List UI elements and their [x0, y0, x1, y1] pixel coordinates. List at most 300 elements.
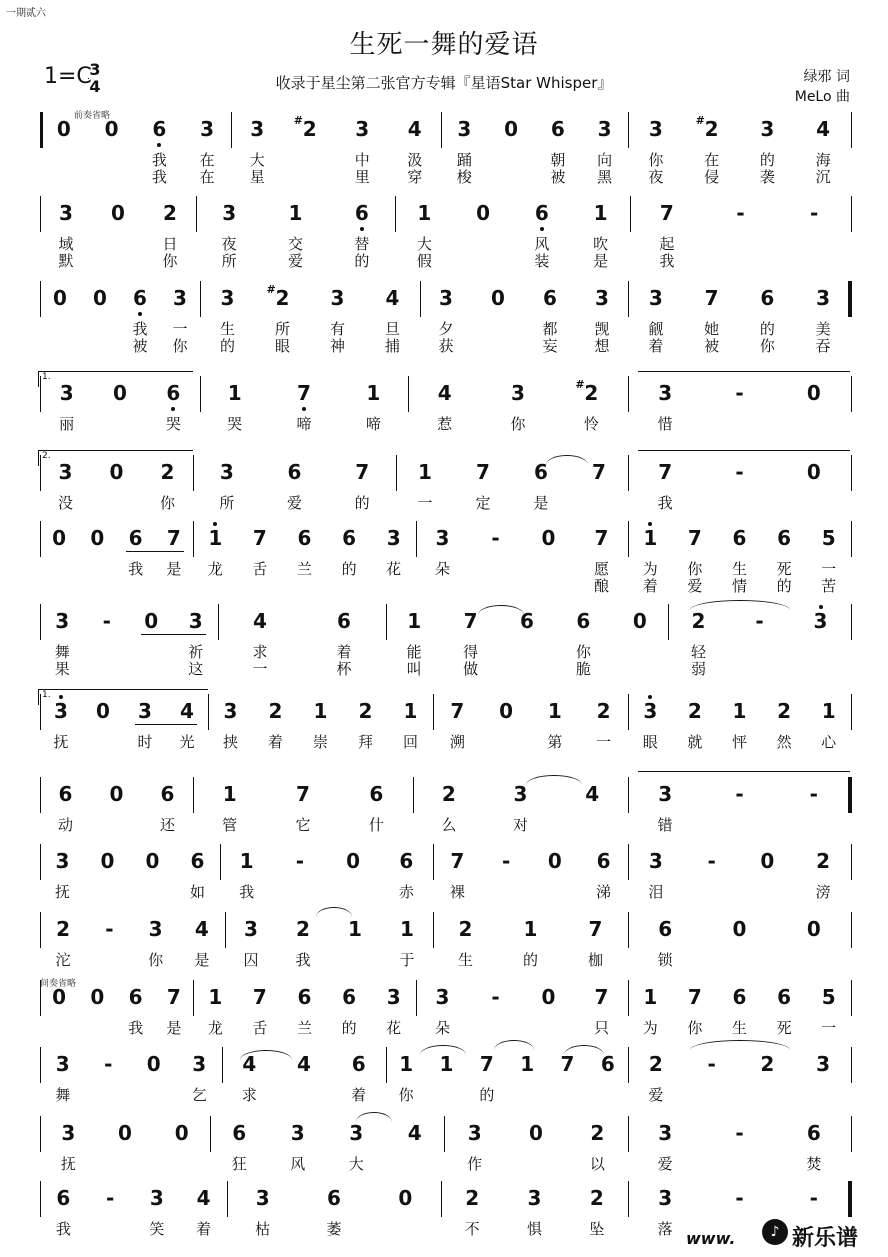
lyric-char: 第 [547, 733, 563, 751]
note-digit: 6 [777, 985, 792, 1009]
lyric-char: 舞 [55, 1086, 71, 1104]
dash-note: - [102, 609, 111, 633]
note-digit: 7 [594, 526, 609, 550]
lyric-char: 管 [222, 816, 238, 834]
lyric-char: 默 [58, 252, 74, 270]
tie-slur [356, 1112, 392, 1122]
note-digit: 3 [595, 286, 609, 310]
note-digit: 2 [704, 117, 719, 141]
lyric-char: 获 [438, 337, 454, 355]
note-digit: 3 [330, 286, 345, 310]
note-digit: 6 [232, 1121, 247, 1145]
lyric-char: 你 [148, 951, 164, 969]
barline [227, 1181, 228, 1217]
watermark-brand: 新乐谱 [792, 1226, 859, 1251]
lyric-char: 所 [274, 320, 290, 338]
sharp-sign: # [695, 114, 705, 127]
lyric-char: 落 [657, 1220, 673, 1238]
octave-low-dot [540, 227, 544, 231]
lyric-char: 你 [398, 1086, 414, 1104]
barline [408, 376, 409, 412]
lyric-char: 踊 [456, 151, 472, 169]
barline [851, 604, 852, 640]
rest-note: 0 [732, 917, 747, 941]
note-digit: 3 [219, 460, 234, 484]
lyric-char: 轻 [690, 643, 706, 661]
dash-note: - [105, 1186, 115, 1210]
note-digit: 3 [61, 1121, 76, 1145]
lyric-char: 么 [441, 816, 457, 834]
lyric-char: 龙 [207, 1019, 223, 1037]
barline [628, 694, 629, 730]
lyric-char: 锁 [657, 951, 673, 969]
dash-note: - [491, 526, 500, 550]
lyric-char: 朝 [550, 151, 566, 169]
note-digit: 6 [287, 460, 302, 484]
note-digit: 7 [252, 985, 267, 1009]
lyric-char: 是 [166, 560, 182, 578]
note-digit: 3 [54, 699, 68, 723]
note-digit: 7 [297, 381, 311, 405]
rest-note: 0 [541, 526, 556, 550]
lyric-char: 被 [704, 337, 720, 355]
lyric-char: 一 [172, 320, 188, 338]
lyric-char: 所 [219, 494, 235, 512]
lyric-char: 我 [55, 1220, 71, 1238]
lyric-char: 着 [267, 733, 283, 751]
tie-slur [526, 775, 582, 785]
note-digit: 4 [194, 917, 209, 941]
barline [193, 455, 194, 491]
lyric-char: 她 [704, 320, 720, 338]
rest-note: 0 [96, 699, 110, 723]
barline [420, 281, 421, 317]
lyric-char: 没 [57, 494, 73, 512]
lyric-char: 死 [776, 560, 792, 578]
note-digit: 6 [732, 526, 747, 550]
lyric-char: 求 [252, 643, 268, 661]
lyric-char: 你 [510, 415, 526, 433]
key-signature: 1=C [44, 64, 92, 89]
lyric-char: 我 [295, 951, 311, 969]
dash-note: - [707, 1052, 716, 1076]
lyric-char: 赤 [398, 883, 414, 901]
lyric-char: 朵 [434, 1019, 450, 1037]
lyric-char: 定 [475, 494, 491, 512]
rest-note: 0 [52, 526, 67, 550]
lyric-char: 日 [162, 235, 178, 253]
note-digit: 6 [520, 609, 534, 633]
lyric-char: 不 [464, 1220, 480, 1238]
barline [218, 604, 219, 640]
lyric-char: 是 [194, 951, 210, 969]
note-digit: 1 [547, 699, 562, 723]
barline [433, 694, 434, 730]
note-digit: 3 [816, 286, 831, 310]
lyric-char: 沉 [815, 168, 831, 186]
lyric-char: 祈 [188, 643, 204, 661]
rest-note: 0 [529, 1121, 543, 1145]
dash-note: - [105, 917, 114, 941]
lyric-char: 的 [341, 1019, 357, 1037]
lyric-char: 交 [287, 235, 303, 253]
barline [628, 844, 629, 880]
note-digit: 3 [816, 1052, 831, 1076]
barline [851, 1181, 852, 1217]
barline [386, 1047, 387, 1083]
note-digit: 3 [435, 526, 450, 550]
note-digit: 3 [59, 381, 74, 405]
lyric-char: 的 [776, 577, 792, 595]
rest-note: 0 [499, 699, 514, 723]
barline [851, 980, 852, 1016]
dash-note: - [735, 1121, 744, 1145]
lyric-char: 能 [406, 643, 422, 661]
lyric-char: 域 [58, 235, 74, 253]
octave-low-dot [157, 143, 161, 147]
note-digit: 6 [534, 460, 548, 484]
volta-1-end-line [638, 771, 850, 772]
barline [40, 844, 41, 880]
rest-note: 0 [632, 609, 647, 633]
volta-1-bracket: 1. [38, 371, 193, 387]
note-digit: 2 [648, 1052, 663, 1076]
lyric-char: 装 [534, 252, 550, 270]
note-digit: 3 [55, 849, 70, 873]
note-digit: 6 [399, 849, 414, 873]
note-digit: 7 [355, 460, 370, 484]
note-digit: 3 [59, 201, 73, 225]
rest-note: 0 [100, 849, 115, 873]
note-digit: 6 [576, 609, 591, 633]
barline [668, 604, 669, 640]
beam-underline [135, 724, 197, 725]
barline [193, 777, 194, 813]
barline [851, 281, 852, 317]
interlude-label: 间奏省略 [40, 979, 77, 989]
lyric-char: 旦 [384, 320, 400, 338]
note-digit: 3 [349, 1121, 364, 1145]
note-digit: 6 [596, 849, 611, 873]
lyric-char: 就 [687, 733, 703, 751]
note-digit: 2 [358, 699, 373, 723]
note-digit: 3 [290, 1121, 305, 1145]
lyric-char: 杯 [336, 660, 352, 678]
barline [395, 196, 396, 232]
note-digit: 1 [439, 1052, 454, 1076]
barline [628, 521, 629, 557]
rest-note: 0 [491, 286, 505, 310]
lyric-char: 我 [151, 168, 167, 186]
note-digit: 7 [252, 526, 267, 550]
lyric-char: 焚 [806, 1155, 822, 1173]
octave-high-dot [819, 605, 823, 609]
lyric-char: 黑 [597, 168, 613, 186]
note-digit: 6 [777, 526, 792, 550]
note-digit: 7 [658, 460, 673, 484]
lyric-char: 果 [54, 660, 70, 678]
lyric-char: 着 [642, 577, 658, 595]
lyric-char: 海 [815, 151, 831, 169]
note-digit: 4 [385, 286, 400, 310]
note-digit: 7 [588, 917, 603, 941]
barline [628, 777, 629, 813]
lyric-char: 脆 [575, 660, 591, 678]
note-digit: 3 [255, 1186, 270, 1210]
note-digit: 1 [821, 699, 836, 723]
barline [851, 912, 852, 948]
dash-note: - [104, 1052, 113, 1076]
barline [851, 112, 852, 148]
lyric-char: 梭 [456, 168, 472, 186]
note-digit: 6 [190, 849, 205, 873]
rest-note: 0 [547, 849, 562, 873]
barline [433, 844, 434, 880]
dash-note: - [735, 1186, 744, 1210]
lyric-char: 哭 [165, 415, 181, 433]
lyric-char: 于 [399, 951, 415, 969]
lyric-char: 狂 [231, 1155, 247, 1173]
lyric-char: 兰 [296, 1019, 312, 1037]
barline [628, 1116, 629, 1152]
barline [210, 1116, 211, 1152]
barline [416, 521, 417, 557]
lyric-char: 你 [575, 643, 591, 661]
note-digit: 3 [148, 917, 163, 941]
lyric-char: 觊 [594, 320, 610, 338]
note-digit: 4 [407, 1121, 422, 1145]
volta-2-bracket: 2. [38, 450, 193, 466]
lyric-char: 的 [354, 494, 370, 512]
note-digit: 6 [160, 782, 175, 806]
lyric-char: 错 [657, 816, 673, 834]
note-digit: 6 [342, 526, 357, 550]
lyric-char: 的 [759, 151, 775, 169]
lyric-char: 只 [593, 1019, 609, 1037]
note-digit: 6 [600, 1052, 615, 1076]
lyric-char: 酿 [593, 577, 609, 595]
barline [851, 1116, 852, 1152]
note-digit: 6 [342, 985, 357, 1009]
barline [851, 376, 852, 412]
volta-2-end-line [638, 450, 850, 451]
dash-note: - [736, 201, 745, 225]
tie-slur [478, 605, 524, 615]
lyric-char: 着 [351, 1086, 367, 1104]
lyric-char: 为 [642, 1019, 658, 1037]
note-digit: 1 [643, 985, 658, 1009]
note-digit: 3 [386, 526, 401, 550]
note-digit: 7 [704, 286, 719, 310]
lyric-char: 我 [151, 151, 167, 169]
lyric-char: 作 [467, 1155, 483, 1173]
lyric-char: 抚 [54, 883, 70, 901]
sharp-sign: # [266, 283, 276, 296]
song-title: 生死一舞的爱语 [349, 30, 539, 60]
barline [386, 604, 387, 640]
lyric-char: 滂 [815, 883, 831, 901]
lyric-char: 一 [821, 560, 837, 578]
note-digit: 6 [658, 917, 673, 941]
lyric-char: 的 [341, 560, 357, 578]
lyric-char: 我 [239, 883, 255, 901]
barline [231, 112, 232, 148]
note-digit: 3 [244, 917, 258, 941]
lyric-char: 求 [241, 1086, 257, 1104]
note-digit: 3 [173, 286, 187, 310]
note-digit: 3 [138, 699, 152, 723]
rest-note: 0 [90, 526, 105, 550]
lyric-char: 神 [329, 337, 345, 355]
rest-note: 0 [541, 985, 556, 1009]
note-digit: 3 [457, 117, 472, 141]
lyric-char: 怦 [731, 733, 747, 751]
rest-note: 0 [104, 117, 119, 141]
lyric-char: 你 [162, 252, 178, 270]
note-digit: 2 [163, 201, 177, 225]
prelude-label: 前奏省略 [74, 111, 111, 121]
note-digit: 3 [648, 286, 663, 310]
lyric-char: 动 [57, 816, 73, 834]
note-digit: 1 [227, 381, 242, 405]
note-digit: 1 [208, 526, 223, 550]
lyric-char: 着 [648, 337, 664, 355]
lyric-char: 惜 [657, 415, 673, 433]
note-digit: 3 [658, 1121, 673, 1145]
lyric-char: 风 [290, 1155, 306, 1173]
barline [416, 980, 417, 1016]
barline [628, 455, 629, 491]
note-digit: 6 [337, 609, 351, 633]
lyric-char: 你 [159, 494, 175, 512]
lyric-char: 在 [199, 151, 215, 169]
barline [413, 777, 414, 813]
lyric-char: 惧 [526, 1220, 542, 1238]
note-digit: 2 [458, 917, 473, 941]
note-digit: 2 [777, 699, 792, 723]
barline [628, 376, 629, 412]
note-digit: 3 [55, 609, 70, 633]
lyric-char: 你 [759, 337, 775, 355]
barline [225, 912, 226, 948]
note-digit: 6 [543, 286, 557, 310]
dash-note: - [491, 985, 500, 1009]
lyric-char: 捕 [384, 337, 400, 355]
lyric-char: 吞 [815, 337, 831, 355]
lyric-char: 大 [416, 235, 432, 253]
lyric-char: 舞 [54, 643, 70, 661]
barline [851, 455, 852, 491]
lyric-char: 想 [594, 337, 610, 355]
barline [40, 1181, 41, 1217]
lyric-char: 惹 [437, 415, 453, 433]
lyric-char: 着 [336, 643, 352, 661]
lyric-char: 是 [533, 494, 549, 512]
lyric-char: 然 [776, 733, 792, 751]
note-digit: 3 [200, 117, 215, 141]
dash-note: - [810, 201, 819, 225]
note-digit: 6 [133, 286, 147, 310]
lyric-char: 替 [354, 235, 370, 253]
repeat-end-bar [848, 281, 851, 317]
lyric-char: 光 [179, 733, 195, 751]
barline [851, 1047, 852, 1083]
watermark-logo [680, 1213, 888, 1257]
tie-slur [690, 1040, 790, 1050]
dash-note: - [295, 849, 305, 873]
lyric-char: 这 [188, 660, 204, 678]
barline [40, 521, 41, 557]
octave-low-dot [360, 227, 364, 231]
note-digit: 3 [467, 1121, 482, 1145]
lyric-char: 丽 [59, 415, 75, 433]
note-digit: 7 [594, 985, 609, 1009]
lyric-char: 笑 [149, 1220, 165, 1238]
note-digit: 6 [534, 201, 549, 225]
lyric-char: 大 [348, 1155, 364, 1173]
note-digit: 5 [821, 526, 836, 550]
lyric-char: 的 [354, 252, 370, 270]
lyric-char: 你 [172, 337, 188, 355]
note-digit: 3 [643, 699, 658, 723]
note-digit: 1 [239, 849, 254, 873]
octave-low-dot [302, 407, 306, 411]
time-numerator: 3 [89, 60, 101, 79]
barline [851, 521, 852, 557]
note-digit: 7 [166, 985, 181, 1009]
note-digit: 6 [56, 1186, 71, 1210]
rest-note: 0 [398, 1186, 413, 1210]
note-digit: 1 [288, 201, 303, 225]
lyric-char: 穿 [407, 168, 423, 186]
lyric-char: 一 [596, 733, 612, 751]
note-digit: 7 [659, 201, 674, 225]
corner-label: 一期贰六 [6, 8, 46, 19]
note-digit: 3 [439, 286, 453, 310]
note-digit: 3 [648, 117, 663, 141]
lyric-char: 我 [128, 1019, 144, 1037]
note-digit: 2 [441, 782, 456, 806]
rest-note: 0 [174, 1121, 189, 1145]
rest-note: 0 [146, 1052, 161, 1076]
lyric-char: 得 [463, 643, 479, 661]
repeat-start-bar [40, 112, 43, 148]
note-digit: 7 [296, 782, 310, 806]
tie-slur [564, 1045, 604, 1055]
barline [628, 1047, 629, 1083]
note-digit: 3 [386, 985, 401, 1009]
note-digit: 3 [220, 286, 235, 310]
lyric-char: 我 [128, 560, 144, 578]
dash-note: - [755, 609, 764, 633]
note-digit: 3 [250, 117, 265, 141]
note-digit: 3 [658, 381, 673, 405]
lyric-char: 时 [137, 733, 153, 751]
lyric-char: 夜 [221, 235, 237, 253]
rest-note: 0 [56, 117, 71, 141]
note-digit: 6 [297, 526, 312, 550]
note-digit: 3 [658, 782, 673, 806]
lyric-char: 花 [386, 560, 402, 578]
lyric-char: 挟 [222, 733, 238, 751]
note-digit: 6 [732, 985, 747, 1009]
barline [628, 1181, 629, 1217]
lyric-char: 你 [648, 151, 664, 169]
note-digit: 2 [691, 609, 706, 633]
note-digit: 1 [400, 917, 414, 941]
lyric-char: 的 [759, 320, 775, 338]
lyric-char: 心 [821, 733, 837, 751]
